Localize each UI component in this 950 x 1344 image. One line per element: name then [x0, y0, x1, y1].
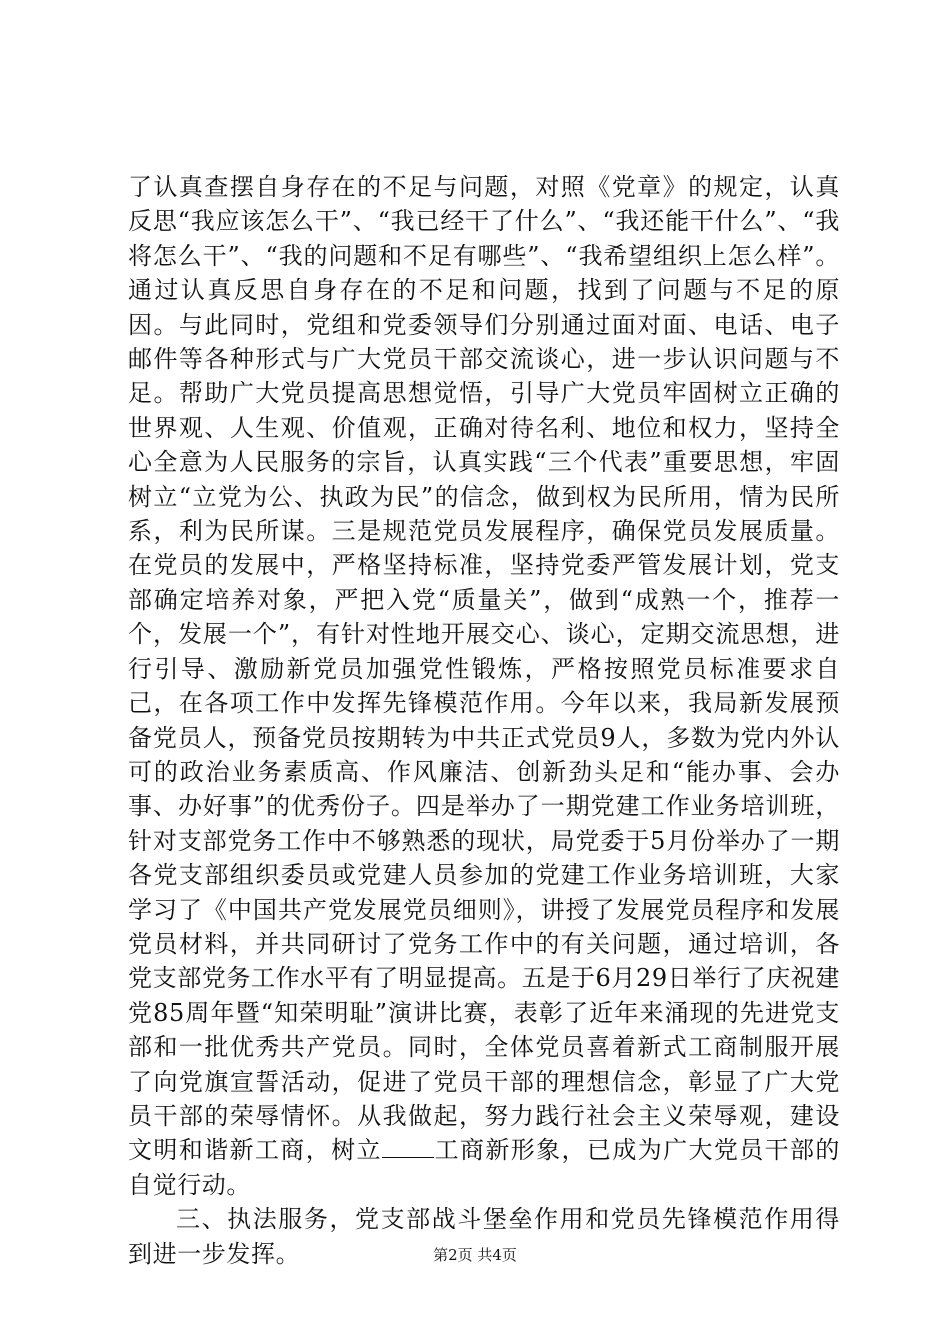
page-footer — [0, 1244, 950, 1265]
paragraph-1 — [128, 170, 840, 1202]
paragraph-1-text-b: 工商新形象，已成为广大党员干部的自觉行动。 — [128, 1136, 840, 1199]
paragraph-1-text-a: 了认真查摆自身存在的不足与问题，对照《党章》的规定，认真反思“我应该怎么干”、“我已经干了什么”、“我还能干什么”、“我将怎么干”、“我的问题和不足有哪些”、“我希望组织上怎么样”。通过认真反思自身存在的不足和问题，找到了问题与不足的原因。与此同时，党组和党委领导们分别通过面对面、电话、电子邮件等各种形式与广大党员干部交流谈心，进一步认识问题与不足。帮助广大党员提高思想觉悟，引导广大党员牢固树立正确的世界观、人生观、价值观，正确对待名利、地位和权力，坚持全心全意为人民服务的宗旨，认真实践“三个代表”重要思想，牢固树立“立党为公、执政为民”的信念，做到权为民所用，情为民所系，利为民所谋。三是规范党员发展程序，确保党员发展质量。在党员的发展中，严格坚持标准，坚持党委严管发展计划，党支部确定培养对象，严把入党“质量关”，做到“成熟一个，推荐一个，发展一个”，有针对性地开展交心、谈心，定期交流思想，进行引导、激励新党员加强党性锻炼，严格按照党员标准要求自己，在各项工作中发挥先锋模范作用。今年以来，我局新发展预备党员人，预备党员按期转为中共正式党员9人，多数为党内外认可的政治业务素质高、作风廉洁、创新劲头足和“能办事、会办事、办好事”的优秀份子。四是举办了一期党建工作业务培训班，针对支部党务工作中不够熟悉的现状，局党委于5月份举办了一期各党支部组织委员或党建人员参加的党建工作业务培训班，大家学习了《中国共产党发展党员细则》，讲授了发展党员程序和发展党员材料，并共同研讨了党务工作中的有关问题，通过培训，各党支部党务工作水平有了明显提高。五是于6月29日举行了庆祝建党85周年暨“知荣明耻”演讲比赛，表彰了近年来涌现的先进党支部和一批优秀共产党员。同时，全体党员喜着新式工商制服开展了向党旗宣誓活动，促进了党员干部的理想信念，彰显了广大党员干部的荣辱情怀。从我做起，努力践行社会主义荣辱观，建设文明和谐新工商，树立 — [128, 173, 840, 1165]
page-number: 第2页 共4页 — [433, 1246, 517, 1264]
paragraph-2: 三、执法服务，党支部战斗堡垒作用和党员先锋模范作用得到进一步发挥。 — [128, 1205, 840, 1268]
document-body — [128, 170, 840, 1271]
fill-in-blank-line — [382, 1135, 434, 1158]
